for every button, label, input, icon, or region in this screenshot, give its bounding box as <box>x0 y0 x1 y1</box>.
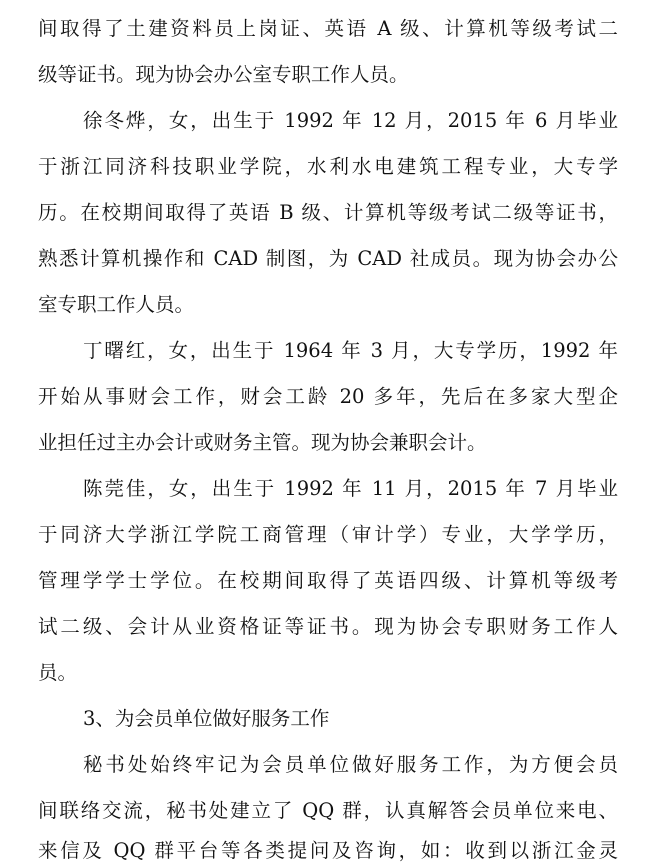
text-line: 开始从事财会工作，财会工龄 20 多年，先后在多家大型企 <box>38 385 618 408</box>
text-line: 室专职工作人员。 <box>38 293 195 316</box>
paragraph-start-line: 丁曙红，女，出生于 1964 年 3 月，大专学历，1992 年 <box>83 339 618 362</box>
text-line: 员。 <box>38 661 78 684</box>
section-heading: 3、为会员单位做好服务工作 <box>83 707 330 730</box>
text-line: 来信及 QQ 群平台等各类提问及咨询，如：收到以浙江金灵 <box>38 839 618 862</box>
text-line: 于浙江同济科技职业学院，水利水电建筑工程专业，大专学 <box>38 155 618 178</box>
paragraph-start-line: 陈莞佳，女，出生于 1992 年 11 月，2015 年 7 月毕业 <box>83 477 618 500</box>
text-line: 管理学学士学位。在校期间取得了英语四级、计算机等级考 <box>38 569 618 592</box>
text-line: 于同济大学浙江学院工商管理（审计学）专业，大学学历， <box>38 523 618 546</box>
text-line: 间联络交流，秘书处建立了 QQ 群，认真解答会员单位来电、 <box>38 799 618 822</box>
text-line: 间取得了土建资料员上岗证、英语 A 级、计算机等级考试二 <box>38 17 618 40</box>
paragraph-start-line: 秘书处始终牢记为会员单位做好服务工作，为方便会员 <box>83 753 618 776</box>
text-line: 级等证书。现为协会办公室专职工作人员。 <box>38 63 409 86</box>
text-line: 熟悉计算机操作和 CAD 制图，为 CAD 社成员。现为协会办公 <box>38 247 618 270</box>
paragraph-start-line: 徐冬烨，女，出生于 1992 年 12 月，2015 年 6 月毕业 <box>83 109 618 132</box>
text-line: 历。在校期间取得了英语 B 级、计算机等级考试二级等证书， <box>38 201 618 224</box>
text-line: 试二级、会计从业资格证等证书。现为协会专职财务工作人 <box>38 615 618 638</box>
text-line: 业担任过主办会计或财务主管。现为协会兼职会计。 <box>38 431 487 454</box>
